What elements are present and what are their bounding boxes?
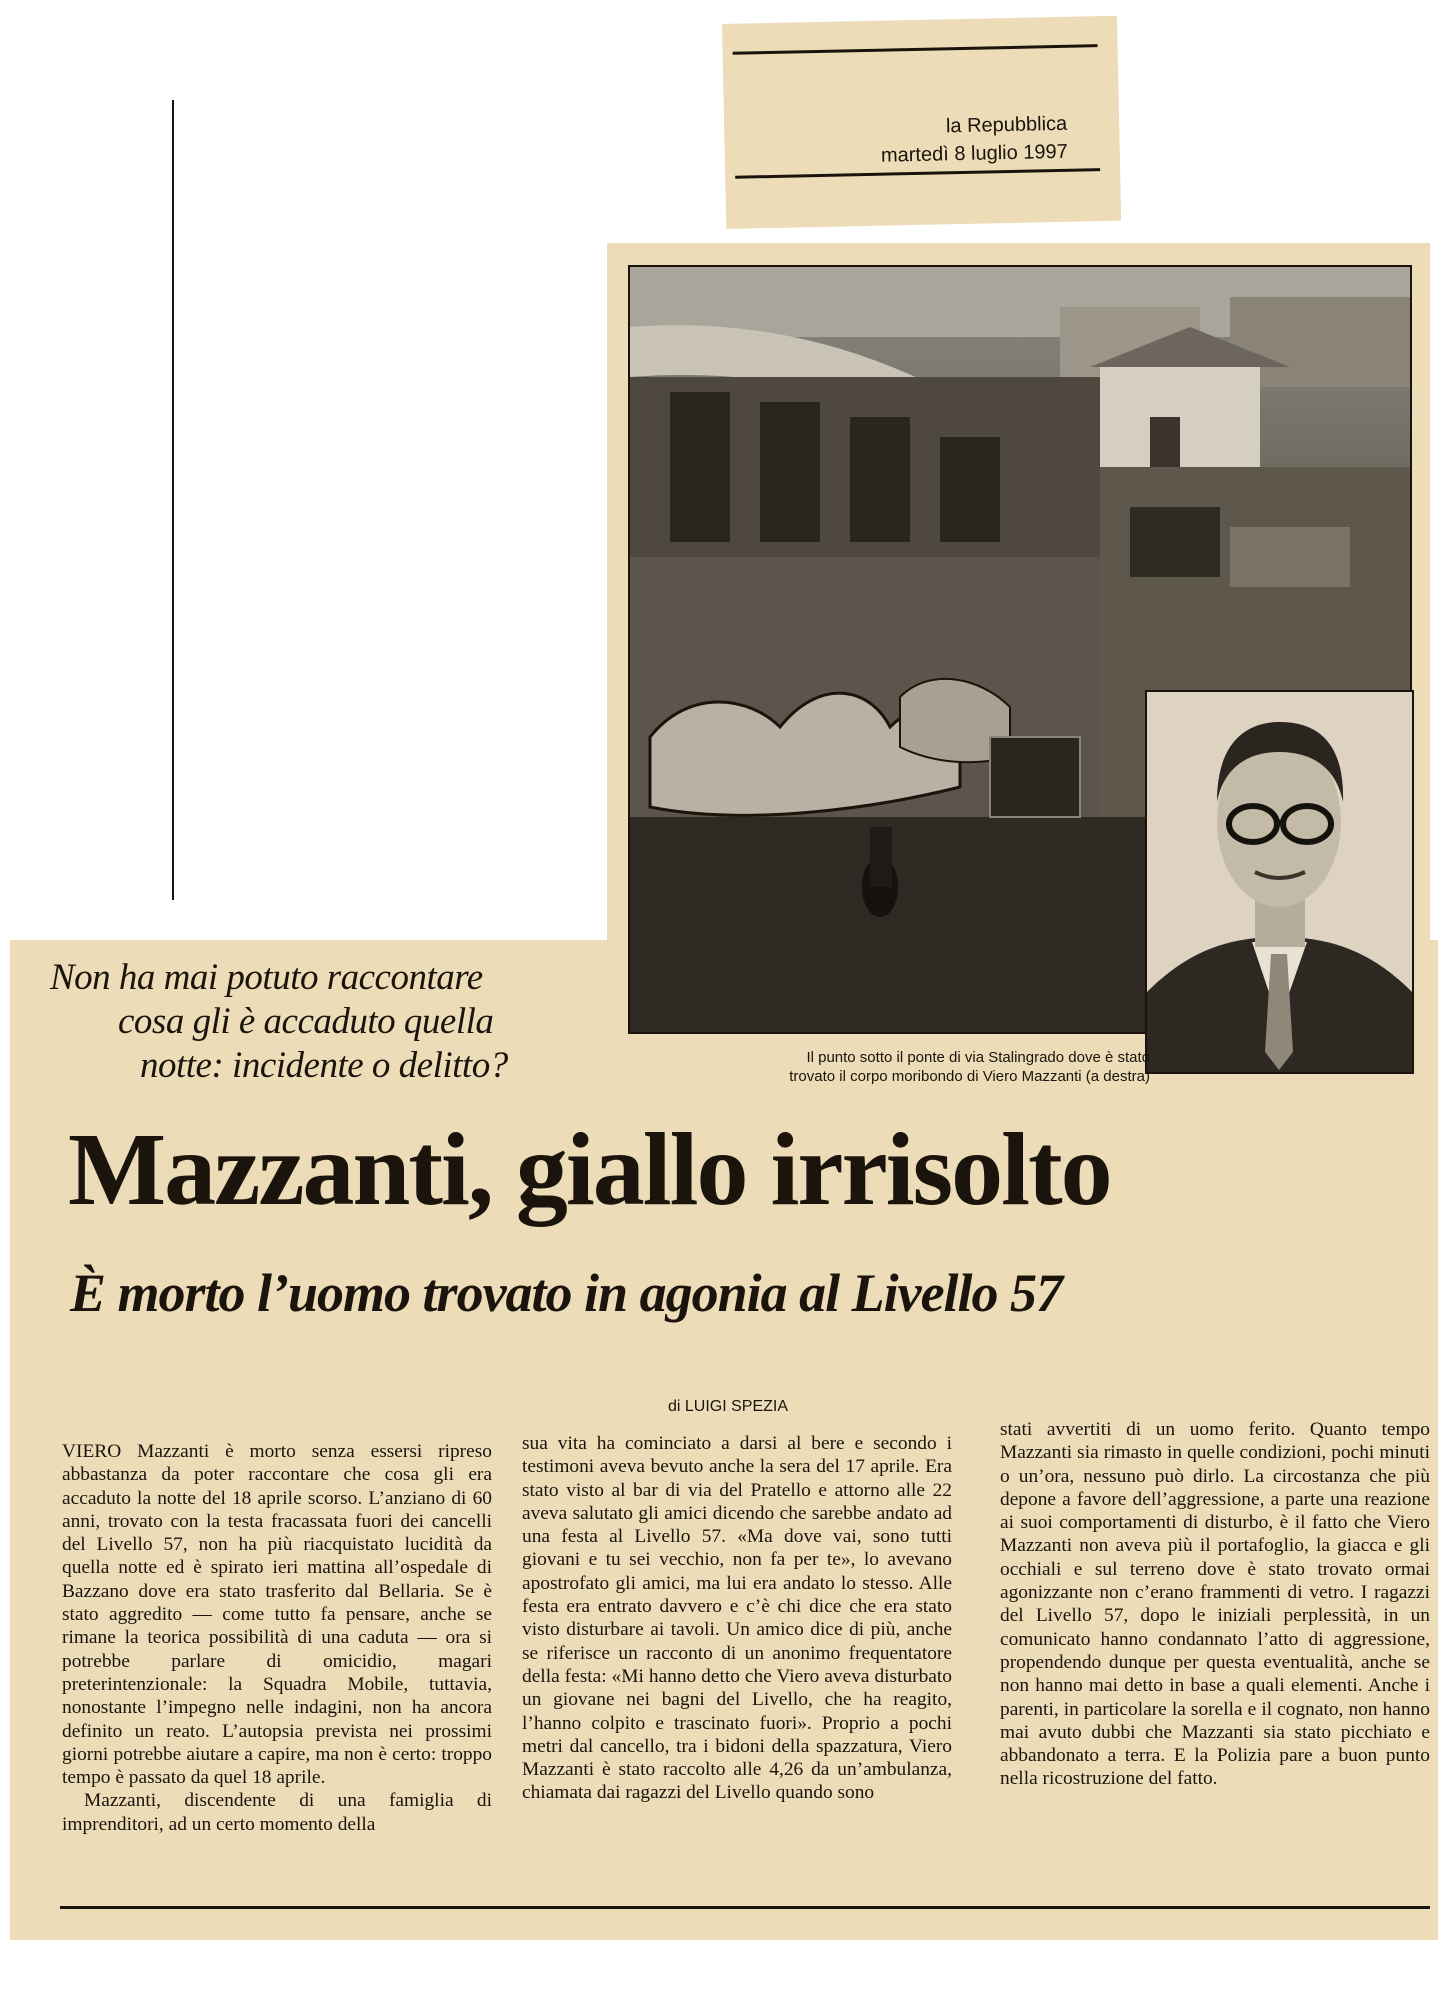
portrait-drawing — [1147, 692, 1412, 1072]
article-column-2 — [522, 1432, 952, 1805]
masthead-rule-top — [733, 44, 1098, 55]
article-column-3 — [1000, 1418, 1430, 1791]
article-paragraph: stati avvertiti di un uomo ferito. Quanto tempo Mazzanti sia rimasto in quelle condizioni, pochi minuti o un’ora, nessuno può dirlo. La circostanza che più depone a favore dell’aggressione, a parte una reazione ai suoi comportamenti di disturbo, è il fatto che Viero Mazzanti non aveva più il portafoglio, la giacca e gli occhiali e sul terreno dove è stato trovato ormai agonizzante non c’erano frammenti di vetro. I ragazzi del Livello 57, dopo le iniziali perplessità, in un comunicato hanno condannato l’atto di aggressione, propendendo dunque per questa eventualità, anche se non hanno mai detto in base a quali elementi. Anche i parenti, in particolare la sorella e il cognato, non hanno mai avuto dubbi che Mazzanti sia stato picchiato e abbandonato a terra. E la Polizia pare a buon punto nella ricostruzione del fatto. — [1000, 1419, 1430, 1790]
article-subheadline: È morto l’uomo trovato in agonia al Livello 57 — [70, 1263, 1063, 1323]
article-bottom-rule — [60, 1906, 1430, 1909]
kicker-line: notte: incidente o delitto? — [140, 1045, 508, 1086]
article-paragraph: sua vita ha cominciato a darsi al bere e secondo i testimoni aveva bevuto anche la sera del 17 aprile. Era stato visto al bar di via del Pratello e attorno alle 22 aveva salutato gli amici dicendo che sarebbe andato ad una festa al Livello 57. «Ma dove vai, sono tutti giovani e tu sei vecchio, non fa per te», lo avevano apostrofato gli amici, ma lui era andato lo stesso. Alle festa era entrato davvero e c’è chi dice che era stato visto disturbare ai tavoli. Un amico dice di più, anche se riferisce un racconto di un anonimo frequentatore della festa: «Mi hanno detto che Viero aveva disturbato un giovane nei bagni del Livello, che ha reagito, l’hanno colpito e trascinato fuori». Proprio a pochi metri dal cancello, tra i bidoni della spazzatura, Viero Mazzanti è stato raccolto alle 4,26 da un’ambulanza, chiamata dai ragazzi del Livello quando sono — [522, 1433, 952, 1804]
article-kicker — [40, 956, 600, 1088]
publication-name: la Repubblica — [945, 112, 1068, 138]
photo-caption-line-2: trovato il corpo moribondo di Viero Mazzanti (a destra) — [789, 1068, 1150, 1085]
kicker-line: cosa gli è accaduto quella — [118, 1001, 494, 1042]
portrait-photo — [1145, 690, 1414, 1074]
masthead-rule-bottom — [735, 168, 1100, 179]
article-paragraph: VIERO Mazzanti è morto senza essersi ripreso abbastanza da poter raccontare che cosa gli era accaduto la notte del 18 aprile scorso. L’anziano di 60 anni, trovato con la testa fracassata fuori dei cancelli del Livello 57, non ha più riacquistato lucidità da quella notte ed è spirato ieri mattina all’ospedale di Bazzano dove era stato trasferito dal Bellaria. Se è stato aggredito — come tutto fa pensare, anche se rimane la teorica possibilità di una caduta — ora si potrebbe parlare di omicidio, magari preterintenzionale: la Squadra Mobile, tuttavia, nonostante l’impegno nelle indagini, non ha ancora definito un reato. L’autopsia prevista nei prossimi giorni potrebbe aiutare a capire, ma non è certo: troppo tempo è passato da quel 18 aprile. — [62, 1441, 492, 1789]
publication-date: martedì 8 luglio 1997 — [880, 140, 1068, 167]
kicker-line: Non ha mai potuto raccontare — [50, 957, 483, 998]
page-margin-line — [172, 100, 174, 900]
article-column-1 — [62, 1440, 492, 1836]
article-paragraph: Mazzanti, discendente di una famiglia di imprenditori, ad un certo momento della — [62, 1790, 492, 1835]
article-byline: di LUIGI SPEZIA — [668, 1398, 789, 1415]
masthead-clipping — [722, 16, 1121, 229]
article-headline: Mazzanti, giallo irrisolto — [68, 1112, 1111, 1227]
photo-caption-line-1: Il punto sotto il ponte di via Stalingrado dove è stato — [806, 1049, 1150, 1066]
photo-caption — [640, 1048, 1150, 1086]
